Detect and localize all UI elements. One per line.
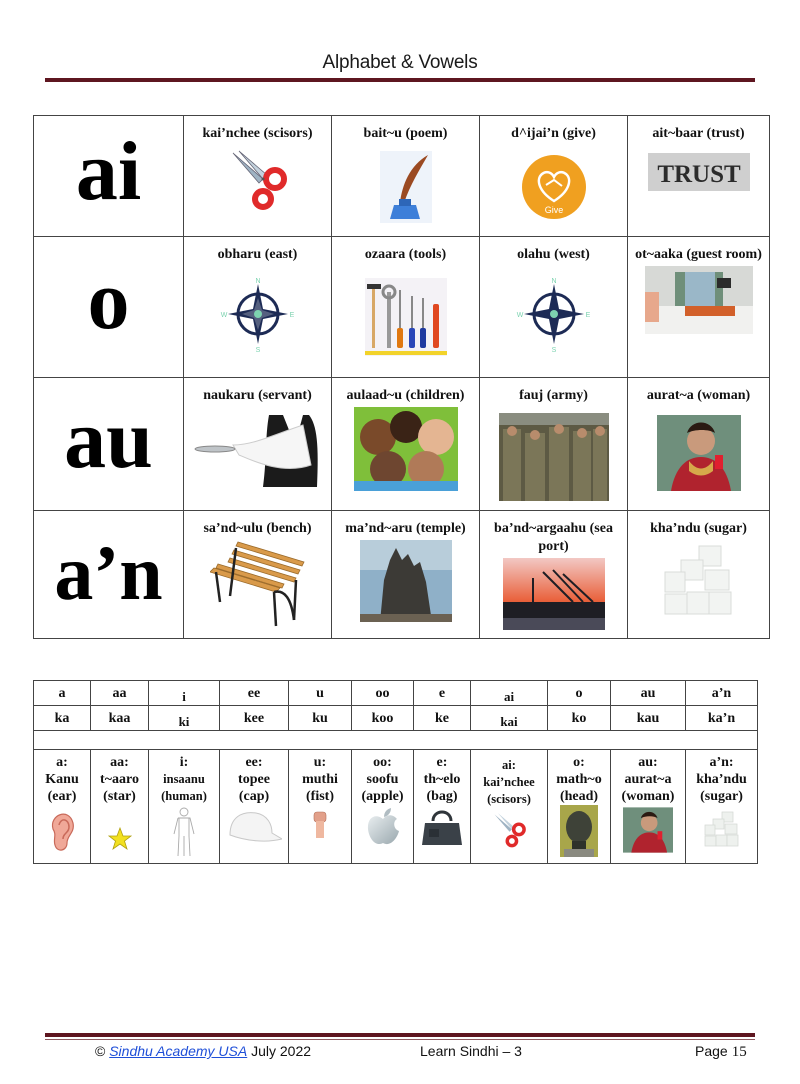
- word-cell: [332, 378, 480, 511]
- vowel-header-row: [34, 681, 758, 706]
- ka-form-cell: ki: [149, 706, 220, 731]
- vowel-row-o: [34, 237, 770, 378]
- example-meaning: (sugar): [700, 789, 743, 804]
- example-word: Kanu: [45, 772, 79, 787]
- example-cell: [471, 750, 548, 864]
- example-cell: [686, 750, 758, 864]
- example-word: th~elo: [423, 772, 461, 787]
- word-label: bait~u (poem): [363, 126, 448, 141]
- svg-text:Give: Give: [544, 205, 563, 215]
- vowel-cell: a’n: [686, 681, 758, 706]
- example-meaning: (star): [103, 789, 136, 804]
- svg-text:W: W: [220, 312, 227, 319]
- word-cell: [480, 378, 628, 511]
- word-cell: [184, 237, 332, 378]
- trust-stone-icon: [648, 153, 750, 191]
- vowel-cell: e: [414, 681, 471, 706]
- word-label: ot~aaka (guest room): [635, 247, 762, 262]
- vowel-cell: i: [149, 681, 220, 706]
- example-word: math~o: [556, 772, 602, 787]
- ka-form-cell: ka: [34, 706, 91, 731]
- example-word: muthi: [302, 772, 338, 787]
- example-word: t~aaro: [100, 772, 139, 787]
- human-outline-icon: [169, 807, 199, 857]
- hotel-room-icon: [645, 266, 753, 334]
- examples-row: [34, 750, 758, 864]
- word-label: aurat~a (woman): [646, 388, 751, 403]
- quill-inkpot-icon: [380, 151, 432, 223]
- ka-form-cell: ko: [548, 706, 611, 731]
- svg-text:W: W: [516, 312, 523, 319]
- book-title: Learn Sindhi – 3: [420, 1043, 522, 1059]
- word-label: olahu (west): [517, 247, 590, 262]
- word-label: aulaad~u (children): [346, 388, 465, 403]
- example-vowel: ai:: [502, 758, 516, 772]
- sugar-cubes-icon: [663, 544, 735, 616]
- ka-form-cell: ka’n: [686, 706, 758, 731]
- footer-divider: [45, 1033, 755, 1037]
- vowel-cell: o: [548, 681, 611, 706]
- svg-text:TRUST: TRUST: [656, 161, 741, 188]
- page-label: Page: [695, 1043, 728, 1059]
- page-number: 15: [731, 1044, 747, 1060]
- word-cell: [628, 116, 770, 237]
- ka-form-cell: koo: [352, 706, 414, 731]
- svg-text:S: S: [255, 347, 260, 352]
- org-link[interactable]: Sindhu Academy USA: [109, 1043, 248, 1059]
- example-word: aurat~a: [624, 772, 672, 787]
- apple-icon: [366, 807, 400, 847]
- example-word: kai’nchee: [483, 775, 535, 789]
- head-bust-icon: [560, 805, 598, 857]
- example-vowel: a:: [56, 755, 68, 770]
- vowel-cell: ee: [220, 681, 289, 706]
- bench-icon: [210, 540, 306, 628]
- tools-icon: [365, 278, 447, 356]
- word-label: kha’ndu (sugar): [650, 521, 747, 536]
- word-cell: [332, 237, 480, 378]
- ka-form-cell: kee: [220, 706, 289, 731]
- example-cell: [91, 750, 149, 864]
- fist-icon: [313, 811, 327, 839]
- ka-forms-row: [34, 706, 758, 731]
- word-label: sa’nd~ulu (bench): [203, 521, 312, 536]
- example-vowel: ee:: [245, 755, 263, 770]
- word-label: ozaara (tools): [364, 247, 447, 262]
- example-vowel: i:: [179, 755, 189, 770]
- example-cell: [548, 750, 611, 864]
- give-handshake-icon: [522, 155, 586, 219]
- copyright: [95, 1043, 311, 1059]
- word-label: obharu (east): [217, 247, 298, 262]
- word-cell: [628, 237, 770, 378]
- example-cell: [220, 750, 289, 864]
- example-cell: [34, 750, 91, 864]
- word-label: kai’nchee (scisors): [202, 126, 313, 141]
- bag-icon: [421, 807, 463, 847]
- woman-portrait-icon: [623, 807, 673, 853]
- example-vowel: e:: [436, 755, 448, 770]
- vowel-cell: aa: [91, 681, 149, 706]
- example-cell: [149, 750, 220, 864]
- ka-form-cell: kaa: [91, 706, 149, 731]
- word-cell: [480, 116, 628, 237]
- footer-date: July 2022: [251, 1043, 312, 1059]
- page-footer: [0, 1043, 800, 1063]
- ka-form-cell: kai: [471, 706, 548, 731]
- example-vowel: aa:: [110, 755, 129, 770]
- copyright-symbol: ©: [95, 1043, 106, 1059]
- vowel-cell: au: [611, 681, 686, 706]
- example-meaning: (human): [161, 789, 207, 803]
- example-meaning: (apple): [361, 789, 404, 804]
- example-cell: [414, 750, 471, 864]
- vowel-letter: o: [34, 237, 184, 378]
- svg-text:E: E: [289, 312, 294, 319]
- word-cell: [184, 116, 332, 237]
- example-cell: [352, 750, 414, 864]
- vowel-words-table: [33, 115, 770, 639]
- word-cell: [480, 237, 628, 378]
- example-cell: [611, 750, 686, 864]
- svg-text:N: N: [254, 278, 261, 285]
- ear-icon: [47, 809, 77, 853]
- vowel-letter: ai: [34, 116, 184, 237]
- example-meaning: (scisors): [487, 792, 531, 806]
- vowel-combinations-table: [33, 680, 758, 864]
- ka-form-cell: kau: [611, 706, 686, 731]
- spacer-row: [34, 731, 758, 750]
- example-vowel: a’n:: [709, 755, 734, 770]
- header-divider: [45, 78, 755, 82]
- example-vowel: oo:: [373, 755, 392, 770]
- vowel-cell: u: [289, 681, 352, 706]
- example-meaning: (cap): [238, 789, 270, 804]
- example-word: kha’ndu: [696, 772, 747, 787]
- example-cell: [289, 750, 352, 864]
- word-cell: [628, 511, 770, 639]
- word-label: d^ijai’n (give): [511, 126, 596, 141]
- example-meaning: (bag): [426, 789, 458, 804]
- word-label: ait~baar (trust): [652, 126, 745, 141]
- vowel-letter: a’n: [34, 511, 184, 639]
- svg-text:E: E: [585, 312, 590, 319]
- word-label: ba’nd~argaahu (sea port): [494, 521, 613, 554]
- example-word: soofu: [366, 772, 399, 787]
- sea-port-icon: [503, 558, 605, 630]
- example-word: insaanu: [163, 772, 205, 786]
- empty-cell: [34, 731, 758, 750]
- footer-divider-thin: [45, 1039, 755, 1040]
- word-cell: [628, 378, 770, 511]
- army-soldiers-icon: [499, 413, 609, 501]
- vowel-cell: oo: [352, 681, 414, 706]
- example-meaning: (ear): [47, 789, 77, 804]
- waiter-tray-icon: [193, 415, 323, 487]
- compass-icon: [516, 276, 592, 352]
- example-meaning: (head): [559, 789, 599, 804]
- vowel-cell: a: [34, 681, 91, 706]
- page-title: Alphabet & Vowels: [322, 52, 478, 73]
- scissors-icon: [491, 810, 527, 850]
- scissors-icon: [227, 149, 289, 211]
- ka-form-cell: ke: [414, 706, 471, 731]
- word-cell: [184, 378, 332, 511]
- word-cell: [332, 511, 480, 639]
- woman-portrait-icon: [657, 415, 741, 491]
- svg-text:N: N: [550, 278, 557, 285]
- word-cell: [332, 116, 480, 237]
- children-huddle-icon: [354, 407, 458, 491]
- word-cell: [480, 511, 628, 639]
- cap-icon: [226, 809, 282, 843]
- temple-icon: [360, 540, 452, 622]
- star-icon: [108, 827, 132, 851]
- sugar-cubes-icon: [702, 811, 742, 847]
- example-meaning: (woman): [621, 789, 675, 804]
- word-label: naukaru (servant): [203, 388, 312, 403]
- example-vowel: u:: [313, 755, 327, 770]
- svg-text:S: S: [551, 347, 556, 352]
- compass-icon: [220, 276, 296, 352]
- example-meaning: (fist): [306, 789, 334, 804]
- vowel-row-ai: [34, 116, 770, 237]
- vowel-cell: ai: [471, 681, 548, 706]
- vowel-letter: au: [34, 378, 184, 511]
- word-label: ma’nd~aru (temple): [345, 521, 466, 536]
- word-label: fauj (army): [519, 388, 588, 403]
- example-vowel: au:: [638, 755, 658, 770]
- word-cell: [184, 511, 332, 639]
- example-vowel: o:: [573, 755, 585, 770]
- page-number-block: [695, 1043, 747, 1061]
- ka-form-cell: ku: [289, 706, 352, 731]
- vowel-row-an: [34, 511, 770, 639]
- vowel-row-au: [34, 378, 770, 511]
- example-word: topee: [238, 772, 270, 787]
